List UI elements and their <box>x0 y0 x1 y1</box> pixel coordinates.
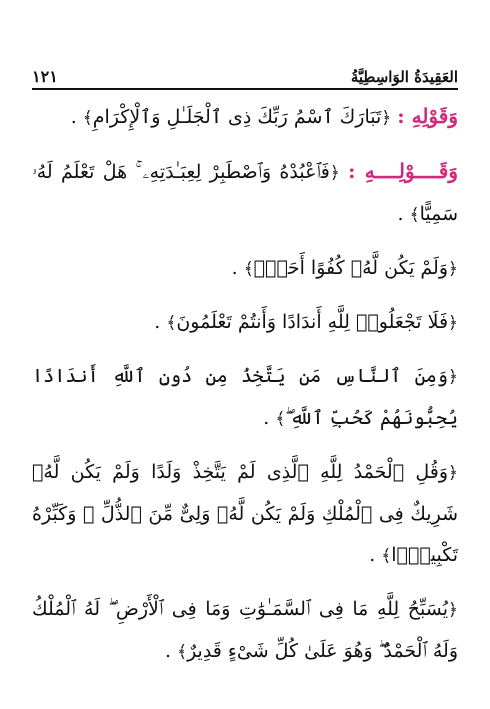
quran-verse-text: وَقُلِ ٱلْحَمْدُ لِلَّهِ ٱلَّذِى لَمْ يَتَّخِذْ وَلَدًا وَلَمْ يَكُن لَّهُۥ شَرِيكٌ فِى ٱلْمُلْكِ وَلَمْ يَكُن لَّهُۥ وَلِىٌّ مِّنَ ٱلذُّلِّ ۖ وَكَبِّرْهُ تَكْبِيرًۢا <box>32 461 458 566</box>
ornate-bracket-open-icon: ﴿ <box>448 367 458 387</box>
ornate-bracket-open-icon: ﴿ <box>448 463 458 483</box>
page-number: ١٢١ <box>32 67 58 86</box>
quran-verse-text: تَبَارَكَ ٱسْمُ رَبِّكَ ذِى ٱلْجَلَـٰلِ وَٱلْإِكْرَامِ <box>92 106 382 128</box>
ornate-bracket-open-icon: ﴿ <box>381 108 392 128</box>
page-body <box>32 96 458 685</box>
verse-end-punct: . <box>397 203 410 225</box>
quran-verse-text: وَلَمْ يَكُن لَّهُۥ كُفُوًا أَحَدٌۢ <box>253 257 449 279</box>
quran-verse-text: وَمِنَ ٱلنَّاسِ مَن يَتَّخِذُ مِن دُونِ ٱللَّهِ أَندَادًا يُحِبُّونَهُمْ كَحُبِّ ٱللَّهِ ۖ <box>32 365 458 429</box>
quran-verse-text: فَلَا تَجْعَلُوا۟ لِلَّهِ أَندَادًا وَأَنتُمْ تَعْلَمُونَ <box>176 311 449 333</box>
quran-verse-text: يُسَبِّحُ لِلَّهِ مَا فِى ٱلسَّمَـٰوَٰتِ وَمَا فِى ٱلْأَرْضِ ۖ لَهُ ٱلْمُلْكُ وَلَهُ ٱلْحَمْدُ ۖ وَهُوَ عَلَىٰ كُلِّ شَىْءٍ قَدِيرٌ <box>32 598 458 662</box>
verse-end-punct: . <box>263 407 276 429</box>
header-rule <box>32 88 458 90</box>
ornate-bracket-close-icon: ﴾ <box>243 259 254 279</box>
quran-verse-text: فَٱعْبُدْهُ وَٱصْطَبِرْ لِعِبَـٰدَتِهِۦ ۚ هَلْ تَعْلَمُ لَهُۥ سَمِيًّا <box>32 161 458 225</box>
running-header <box>32 60 458 86</box>
ornate-bracket-open-icon: ﴿ <box>448 600 458 620</box>
ornate-bracket-close-icon: ﴾ <box>381 546 392 566</box>
verse-end-punct: . <box>154 311 167 333</box>
book-title: العَقِيدَةُ الوَاسِطِيَّةُ <box>350 68 458 86</box>
verse-paragraph-1 <box>32 96 458 139</box>
ornate-bracket-open-icon: ﴿ <box>448 313 458 333</box>
verse-end-punct: . <box>369 544 382 566</box>
verse-paragraph-7 <box>32 589 458 673</box>
verse-paragraph-5 <box>32 356 458 440</box>
verse-intro: وَقَوْلِهِ : <box>397 104 458 128</box>
ornate-bracket-close-icon: ﴾ <box>177 642 188 662</box>
ornate-bracket-open-icon: ﴿ <box>329 163 340 183</box>
ornate-bracket-open-icon: ﴿ <box>448 259 458 279</box>
verse-intro: وَقَــــوْلِــــهِ : <box>348 159 458 183</box>
ornate-bracket-close-icon: ﴾ <box>409 205 420 225</box>
verse-paragraph-2 <box>32 151 458 236</box>
verse-end-punct: . <box>231 257 244 279</box>
verse-paragraph-3 <box>32 248 458 290</box>
ornate-bracket-close-icon: ﴾ <box>166 313 177 333</box>
ornate-bracket-close-icon: ﴾ <box>82 108 93 128</box>
ornate-bracket-close-icon: ﴾ <box>275 409 286 429</box>
verse-paragraph-6 <box>32 452 458 577</box>
verse-end-punct: . <box>165 640 178 662</box>
verse-paragraph-4 <box>32 302 458 344</box>
verse-end-punct: . <box>70 106 83 128</box>
